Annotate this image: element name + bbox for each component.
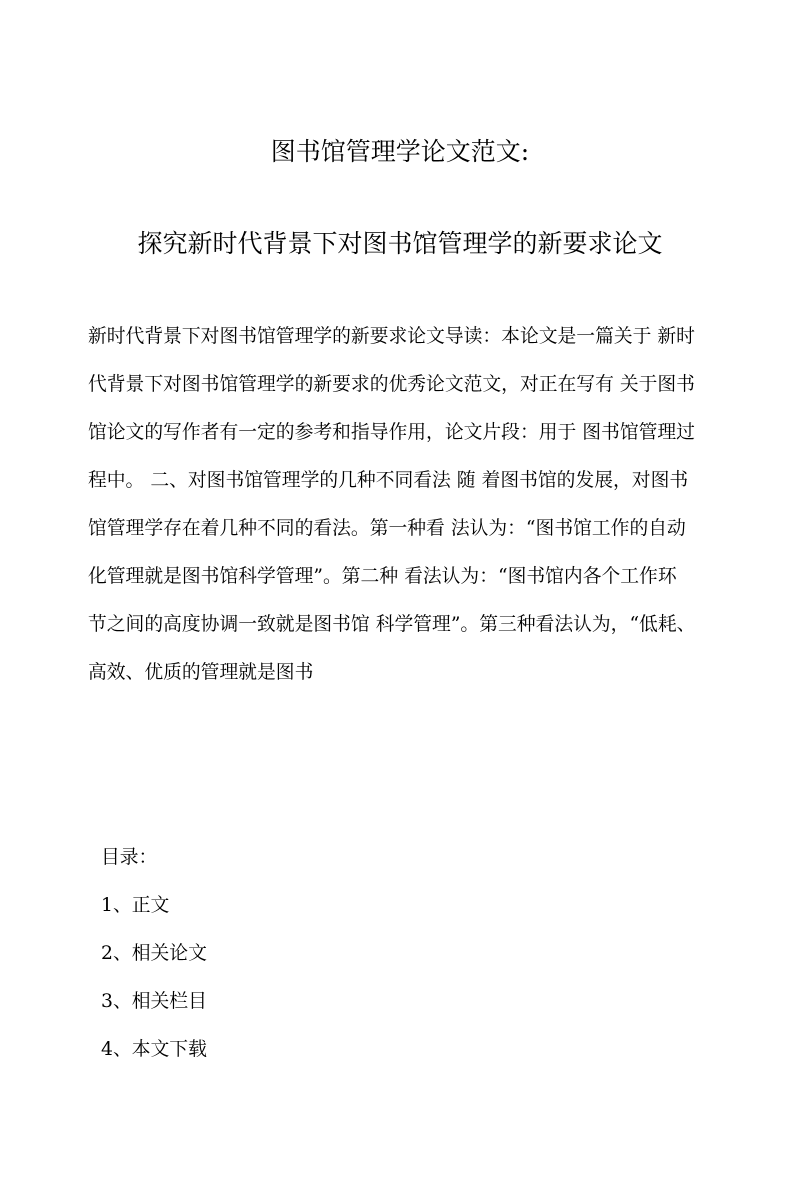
intro-line: 化管理就是图书馆科学管理”。第二种 看法认为：“图书馆内各个工作环 [88,566,677,587]
intro-line: 新时代背景下对图书馆管理学的新要求论文导读：本论文是一篇关于 新时 [88,326,695,347]
intro-line: 代背景下对图书馆管理学的新要求的优秀论文范文，对正在写有 关于图书 [88,374,695,395]
intro-line: 节之间的高度协调一致就是图书馆 科学管理”。第三种看法认为，“低耗、 [88,614,696,635]
intro-line: 馆论文的写作者有一定的参考和指导作用，论文片段：用于 图书馆管理过 [88,422,695,443]
toc-item-main-text[interactable]: 1、正文 [101,895,170,916]
toc-item-download[interactable]: 4、本文下载 [101,1039,207,1060]
toc-heading: 目录： [101,847,158,868]
page-subtitle: 探究新时代背景下对图书馆管理学的新要求论文 [137,229,663,258]
intro-line: 程中。 二、对图书馆管理学的几种不同看法 随 着图书馆的发展，对图书 [88,470,689,491]
intro-line: 馆管理学存在着几种不同的看法。第一种看 法认为：“图书馆工作的自动 [88,518,686,539]
toc-item-related-papers[interactable]: 2、相关论文 [101,943,207,964]
toc-item-related-sections[interactable]: 3、相关栏目 [101,991,207,1012]
intro-line: 高效、优质的管理就是图书 [88,662,314,683]
page-title: 图书馆管理学论文范文: [270,137,530,166]
